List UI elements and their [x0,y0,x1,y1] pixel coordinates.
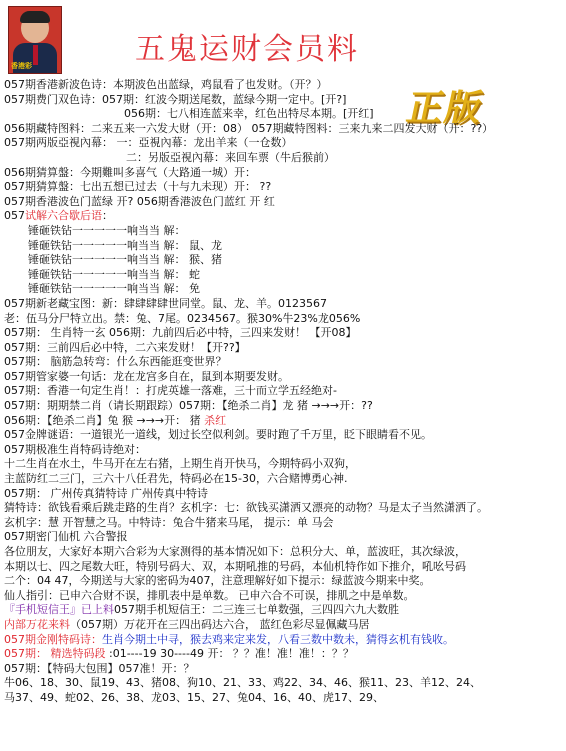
text-segment: 057期： 生肖特一玄 056期：九前四后必中特，三四来发财！ 【开08】 [4,326,357,340]
text-segment: 057期： 精选特码段 [4,647,106,661]
text-segment: 锤砸铁钻一一一一一响当当 解： 免 [28,282,200,296]
text-line [4,574,564,589]
text-line [4,122,564,137]
text-line [4,457,564,472]
text-line [4,472,564,487]
text-line [4,253,564,268]
text-line [4,633,564,648]
text-segment: 057期： 脑筋急转弯：什么东西能逛变世界？ [4,355,227,369]
text-segment: 十二生肖在水土，牛马开在左右猪，上期生肖开快马，今期特码小双狗， [4,457,356,471]
text-line [4,399,564,414]
text-line [4,107,564,122]
page-title: 五鬼运财会员料 [135,32,359,67]
text-line [4,443,564,458]
text-line [4,545,564,560]
text-segment: 生肖今期土中寻，猴去鸡来定来发，八看三数中数未，猜得玄机有钱收。 [102,632,454,646]
text-segment: 牛06、18、30、鼠19、43、猪08、狗10、21、33、鸡22、34、46、猴11、23、羊12、24、 [4,676,481,690]
text-segment: 057期管家婆一句话：龙在龙宫多自在，鼠到本期要发财。 [4,369,289,383]
text-line [4,355,564,370]
text-line [4,384,564,399]
text-line [4,326,564,341]
text-segment: 056期猜算盤：今期難叫多喜气（大路通一城）开： [4,165,256,179]
text-segment: 老：伍马分尸特立出。禁：兔、7尾。0234567。猴30%牛23%龙056% [4,311,361,325]
text-line [4,312,564,327]
text-line [4,166,564,181]
text-segment: （057期）万花开在三四出码达六合， 蓝红色彩尽显佩藏马居 [70,617,370,631]
text-line [4,603,564,618]
text-segment: 057期香港新波色诗：本期波色出蓝绿，鸡鼠看了也发财。（开？） [4,78,328,91]
text-line [4,662,564,677]
text-segment: 057期：【特码大包围】057准！开：？ [4,661,195,675]
text-segment: 内部万花来料 [4,617,70,631]
text-segment: 锤砸铁钻一一一一一响当当 解： 蛇 [28,267,200,281]
text-segment: 马37、49、蛇02、26、38、龙03、15、27、兔04、16、40、虎17、29、 [4,690,384,704]
stamp-text: 正版 [403,87,488,129]
text-segment: 056期：【绝杀二肖】兔 猴 →→→开： 猪 [4,413,205,427]
text-line [4,589,564,604]
text-line [4,501,564,516]
text-segment: 056期藏特图料：二来五来一六发大财（开：08） 057期藏特图料：三来九来二四发大财（开：??） [4,121,494,135]
text-line [4,93,564,108]
text-segment: 本期以七、四之尾数大旺，特别号码大、双，本期吼推的号码，本仙机特作如下推介，吼吆号码 [4,559,466,573]
text-line [4,487,564,502]
text-segment: 056期：七八相连蓝来幸，红色出特尽本期。[开红] [124,107,374,121]
text-segment: 057期：香港一句定生肖！：打虎英雄一落难，三十而立学五经绝对- [4,384,337,398]
text-line [4,151,564,166]
text-line [4,370,564,385]
text-segment: 057 [4,209,25,223]
text-segment: 057期金刚特码诗： [4,632,102,646]
text-line [4,691,564,706]
text-segment: 各位朋友，大家好本期六合彩为大家测得的基本情况如下：总积分大、单，蓝波旺，其次绿波， [4,545,466,558]
text-segment: 二：另版亞視內幕：来回车票（牛后猴前） [126,150,335,164]
text-line [4,195,564,210]
text-segment: :01----19 30----49 开： ？？准！准！准！：？？ [105,647,354,661]
text-line [4,268,564,283]
text-line [4,341,564,356]
content-lines [4,78,564,706]
text-line [4,297,564,312]
text-segment: 锤砸铁钻一一一一一响当当 解： 猴、猪 [28,253,222,267]
text-segment: 仙人指引：已申六合财不误，排肌表中是单数。 已申六合不可误，排肌之中是单数。 [4,588,415,602]
header [0,0,566,78]
text-segment: 试解六合歇后语 [25,209,102,223]
text-line [4,180,564,195]
text-line [4,282,564,297]
text-segment: 057期手机短信王：二三连三七单数强，三四四六九大数胜 [114,603,399,617]
text-line [4,136,564,151]
avatar-tie [33,45,38,65]
text-line [4,78,564,93]
text-segment: 玄机字：慧 开智慧之马。中特诗：兔合牛猪来马尾， 提示：单 马会 [4,515,334,529]
avatar-hair [20,11,50,23]
text-segment: 057期密门仙机 六合警报 [4,530,128,544]
text-segment: 057期香港波色门蓝绿 开? 056期香港波色门蓝红 开 红 [4,194,275,208]
avatar [8,6,62,74]
text-segment: 057期新老藏宝图：新：肆肆肆肆世同堂。鼠、龙、羊。0123567 [4,296,327,310]
text-line [4,428,564,443]
text-segment: 锤砸铁钻一一一一一响当当 解： [28,223,186,237]
text-segment: 057期费门双色诗：057期：红波今期送尾数，蓝绿今期一定中。[开?] [4,92,347,106]
text-segment: 『手机短信王』已上料 [4,603,114,617]
text-segment: 057期猜算盤：七出五想已过去（十与九未现）开： ?? [4,180,272,194]
text-line [4,530,564,545]
text-line [4,239,564,254]
text-line [4,516,564,531]
text-segment: 057期：期期禁二肖（请长期跟踪）057期：【绝杀二肖】龙 猪 →→→开：?? [4,399,373,413]
text-segment: 057金牌谜语：一道银光一道线，划过长空似利剑。要时跑了千万里，眨下眼睛看不见。 [4,428,432,442]
text-segment: 猜特诗：欲钱看乘后跳走路的生肖？玄机字：七：欲钱买潇洒又漂亮的动物？马是太子当然潇洒了。 [4,501,488,515]
avatar-caption: 香港彩 [11,62,32,70]
text-segment: 057期两版亞視內幕： 一：亞視內幕：龙出羊来（一仓数） [4,136,293,150]
text-line [4,618,564,633]
text-segment: 主蓝防红二三门，三六十八任君先，特码必在15-30，六合赌博勇心神. [4,472,348,486]
text-line [4,414,564,429]
text-line [4,647,564,662]
text-segment: 杀红 [204,413,227,427]
text-segment: 锤砸铁钻一一一一一响当当 解： 鼠、龙 [28,238,222,252]
text-line [4,224,564,239]
text-segment: 057期极准生肖特码诗绝对： [4,442,146,456]
text-segment: 057期： 广州传真猜特诗 广州传真中特诗 [4,486,208,500]
text-segment: 057期：三前四后必中特，二六来发财！【开??】 [4,340,246,354]
text-line [4,560,564,575]
text-line [4,209,564,224]
text-segment: ： [102,209,113,223]
text-line [4,676,564,691]
text-segment: 二个：04 47，今期送与大家的密码为407，注意理解好如下提示：绿蓝波今期来中奖。 [4,574,431,588]
